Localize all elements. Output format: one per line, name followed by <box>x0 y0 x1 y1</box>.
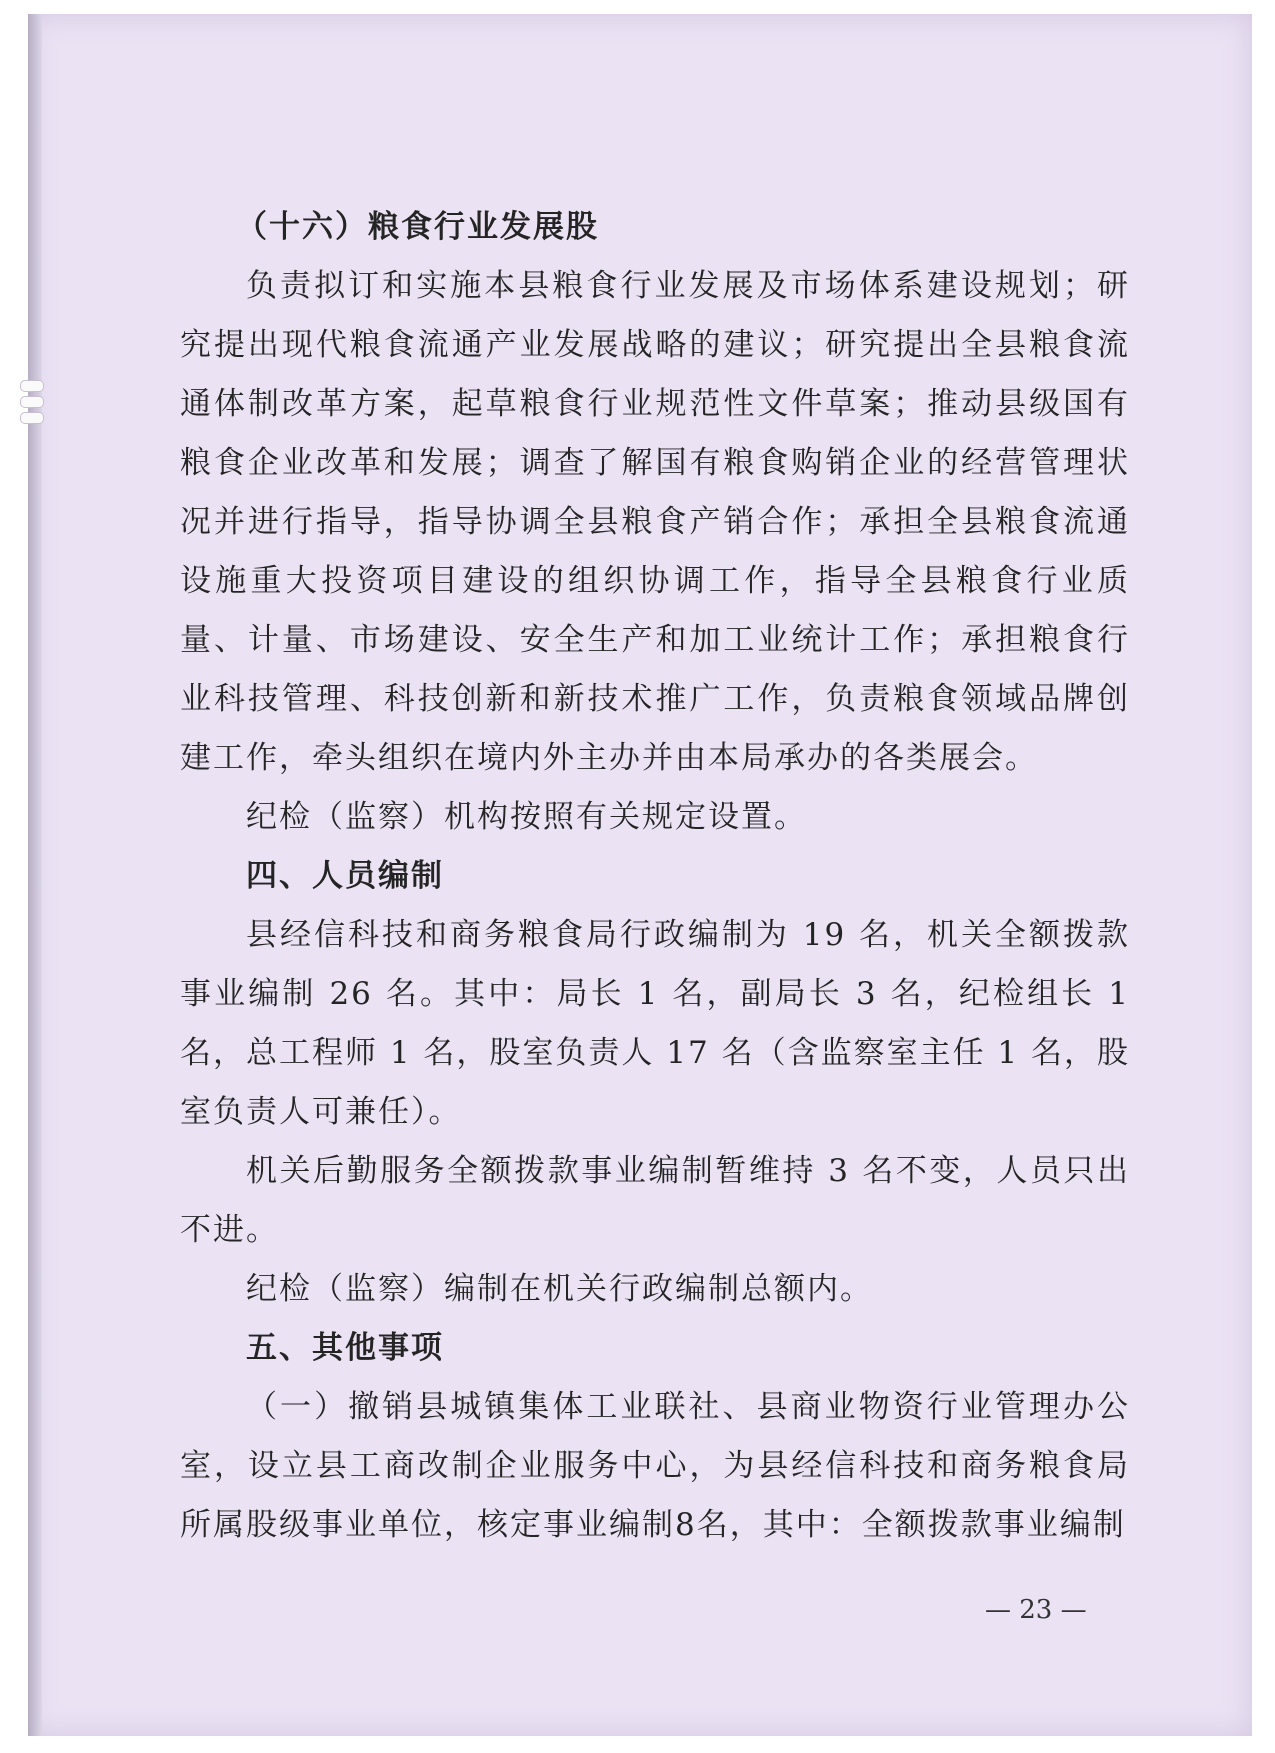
staple-mark <box>20 396 44 408</box>
body-paragraph: 机关后勤服务全额拨款事业编制暂维持 3 名不变，人员只出不进。 <box>180 1153 1130 1248</box>
section-heading-other-matters: 五、其他事项 <box>246 1330 444 1366</box>
section-heading-grain-industry: （十六）粮食行业发展股 <box>236 209 599 245</box>
staple-mark <box>20 412 44 424</box>
body-paragraph: 纪检（监察）编制在机关行政编制总额内。 <box>246 1271 873 1307</box>
staple-mark <box>20 380 44 392</box>
section-heading-staffing: 四、人员编制 <box>246 858 444 894</box>
body-paragraph: 负责拟订和实施本县粮食行业发展及市场体系建设规划；研究提出现代粮食流通产业发展战略的建议；研究提出全县粮食流通体制改革方案，起草粮食行业规范性文件草案；推动县级国有粮食企业改革和发展；调查了解国有粮食购销企业的经营管理状况并进行指导，指导协调全县粮食产销合作；承担全县粮食流通设施重大投资项目建设的组织协调工作，指导全县粮食行业质量、计量、市场建设、安全生产和加工业统计工作；承担粮食行业科技管理、科技创新和新技术推广工作，负责粮食领域品牌创建工作，牵头组织在境内外主办并由本局承办的各类展会。 <box>180 268 1130 776</box>
body-paragraph: （一）撤销县城镇集体工业联社、县商业物资行业管理办公室，设立县工商改制企业服务中心，为县经信科技和商务粮食局所属股级事业单位，核定事业编制8名，其中：全额拨款事业编制 <box>180 1389 1130 1543</box>
page-number: — 23 — <box>985 1595 1087 1625</box>
body-paragraph: 纪检（监察）机构按照有关规定设置。 <box>246 799 807 835</box>
body-paragraph: 县经信科技和商务粮食局行政编制为 19 名，机关全额拨款事业编制 26 名。其中：局长 1 名，副局长 3 名，纪检组长 1 名，总工程师 1 名，股室负责人 17 名（含监察室主任 1 名，股室负责人可兼任）。 <box>180 917 1131 1130</box>
document-body <box>180 198 1130 1555</box>
binding-edge <box>28 14 42 1736</box>
